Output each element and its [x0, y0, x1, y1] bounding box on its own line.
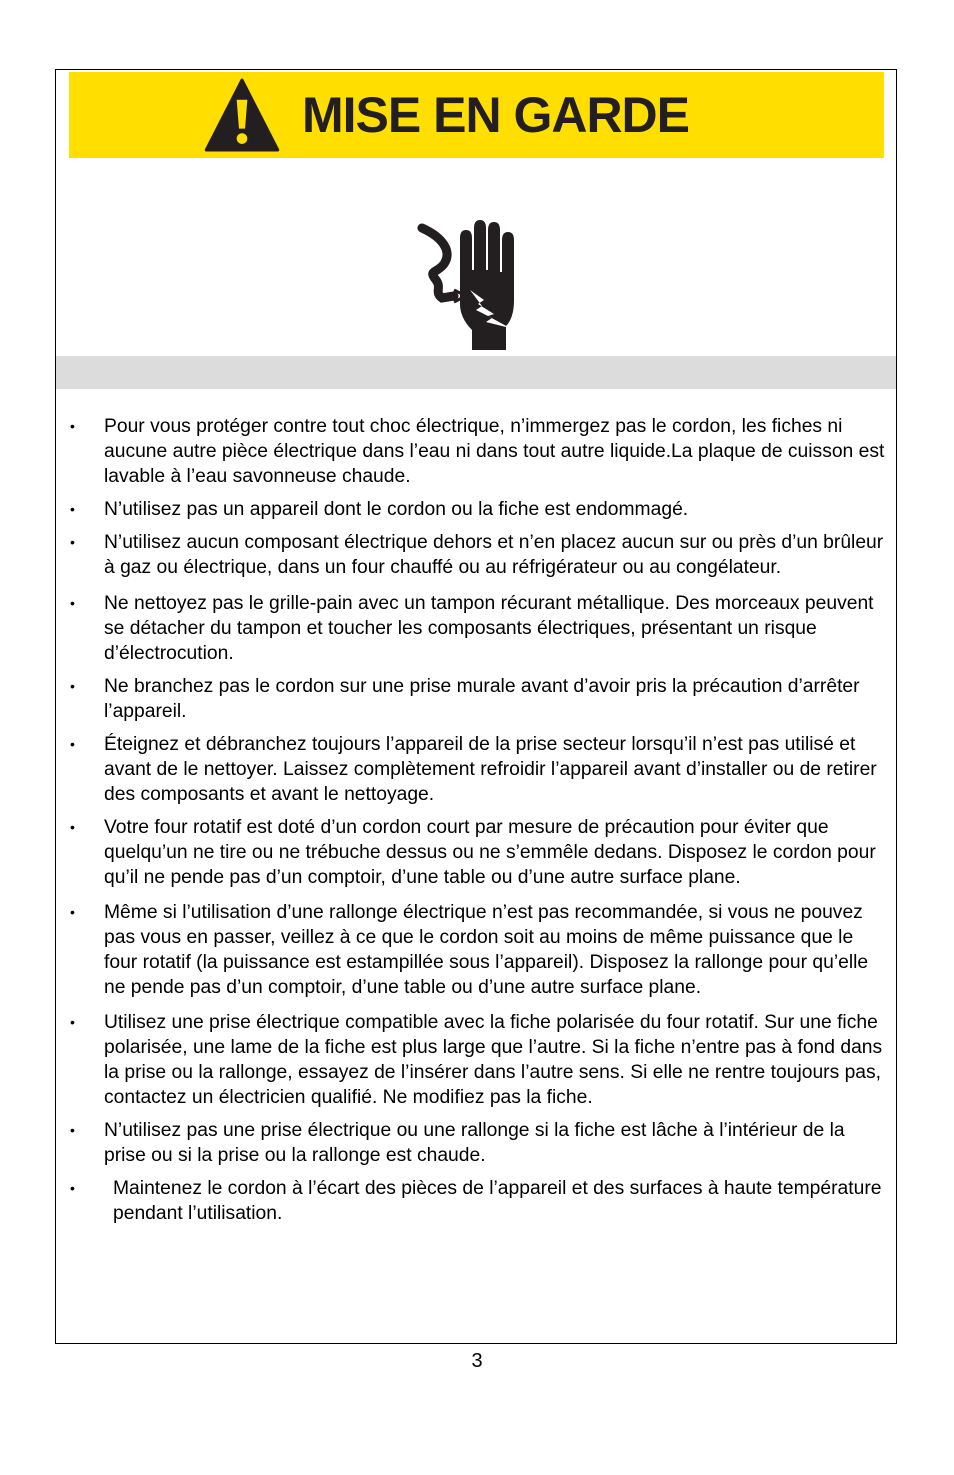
list-item: • Utilisez une prise électrique compatible avec la fiche polarisée du four rotatif. Sur une fiche polarisée, une lame de la fiche est plus large que l’autre. Si la fiche n’entre pas à fond dans la prise ou la rallonge, essayez de l’insérer dans l’autre sens. Si elle ne rentre toujours pas, contactez un électricien qualifié. Ne modifiez pas la fiche.: [70, 1012, 883, 1108]
bullet: •: [70, 1014, 75, 1030]
bullet: •: [70, 534, 75, 550]
list-item: • N’utilisez aucun composant électrique dehors et n’en placez aucun sur ou près d’un brûleur à gaz ou électrique, dans un four chauffé ou au réfrigérateur ou au congélateur.: [70, 532, 884, 578]
bullet: •: [70, 678, 75, 694]
bullet: •: [70, 501, 75, 517]
grey-divider-bar: [56, 356, 896, 389]
bullet: •: [70, 1122, 75, 1138]
warning-box: [55, 69, 897, 1344]
warning-banner: [69, 72, 884, 158]
list-item: • Ne nettoyez pas le grille-pain avec un tampon récurant métallique. Des morceaux peuvent se détacher du tampon et toucher les composants électriques, présentant un risque d’électrocution.: [70, 593, 874, 664]
page-number: 3: [471, 1350, 483, 1372]
bullet: •: [70, 1180, 75, 1196]
bullet: •: [70, 819, 75, 835]
bullet: •: [70, 595, 75, 611]
list-item: • Éteignez et débranchez toujours l’appareil de la prise secteur lorsqu’il n’est pas utilisé et avant de le nettoyer. Laissez complètement refroidir l’appareil avant d’installer ou de retirer des composants et avant le nettoyage.: [70, 734, 877, 805]
list-item: • Votre four rotatif est doté d’un cordon court par mesure de précaution pour éviter que quelqu’un ne tire ou ne trébuche dessus ou ne s’emmêle dedans. Disposez le cordon pour qu’il ne pende pas d’un comptoir, d’une table ou d’une autre surface plane.: [70, 817, 876, 888]
list-item: • Même si l’utilisation d’une rallonge électrique n’est pas recommandée, si vous ne pouvez pas vous en passer, veillez à ce que le cordon soit au moins de même puissance que le four rotatif (la puissance est estampillée sous l’appareil). Disposez la rallonge pour qu’elle ne pende pas d’un comptoir, d’une table ou d’une autre surface plane.: [70, 902, 869, 998]
electric-shock-hand-icon: [414, 218, 534, 350]
bullet: •: [70, 736, 75, 752]
safety-list: [56, 414, 896, 1234]
list-item: • N’utilisez pas un appareil dont le cordon ou la fiche est endommagé.: [70, 499, 689, 520]
bullet: •: [70, 904, 75, 920]
warning-triangle-icon: [204, 77, 280, 153]
list-item: • Pour vous protéger contre tout choc électrique, n’immergez pas le cordon, les fiches ni aucune autre pièce électrique dans l’eau ni dans tout autre liquide.La plaque de cuisson est lavable à l’eau savonneuse chaude.: [70, 416, 885, 487]
bullet: •: [70, 418, 75, 434]
list-item: • Maintenez le cordon à l’écart des pièces de l’appareil et des surfaces à haute température pendant l’utilisation.: [70, 1178, 882, 1224]
banner-title: MISE EN GARDE: [301, 87, 690, 143]
list-item: • Ne branchez pas le cordon sur une prise murale avant d’avoir pris la précaution d’arrêter l’appareil.: [70, 676, 860, 722]
list-item: • N’utilisez pas une prise électrique ou une rallonge si la fiche est lâche à l’intérieur de la prise ou si la prise ou la rallonge est chaude.: [70, 1120, 845, 1166]
